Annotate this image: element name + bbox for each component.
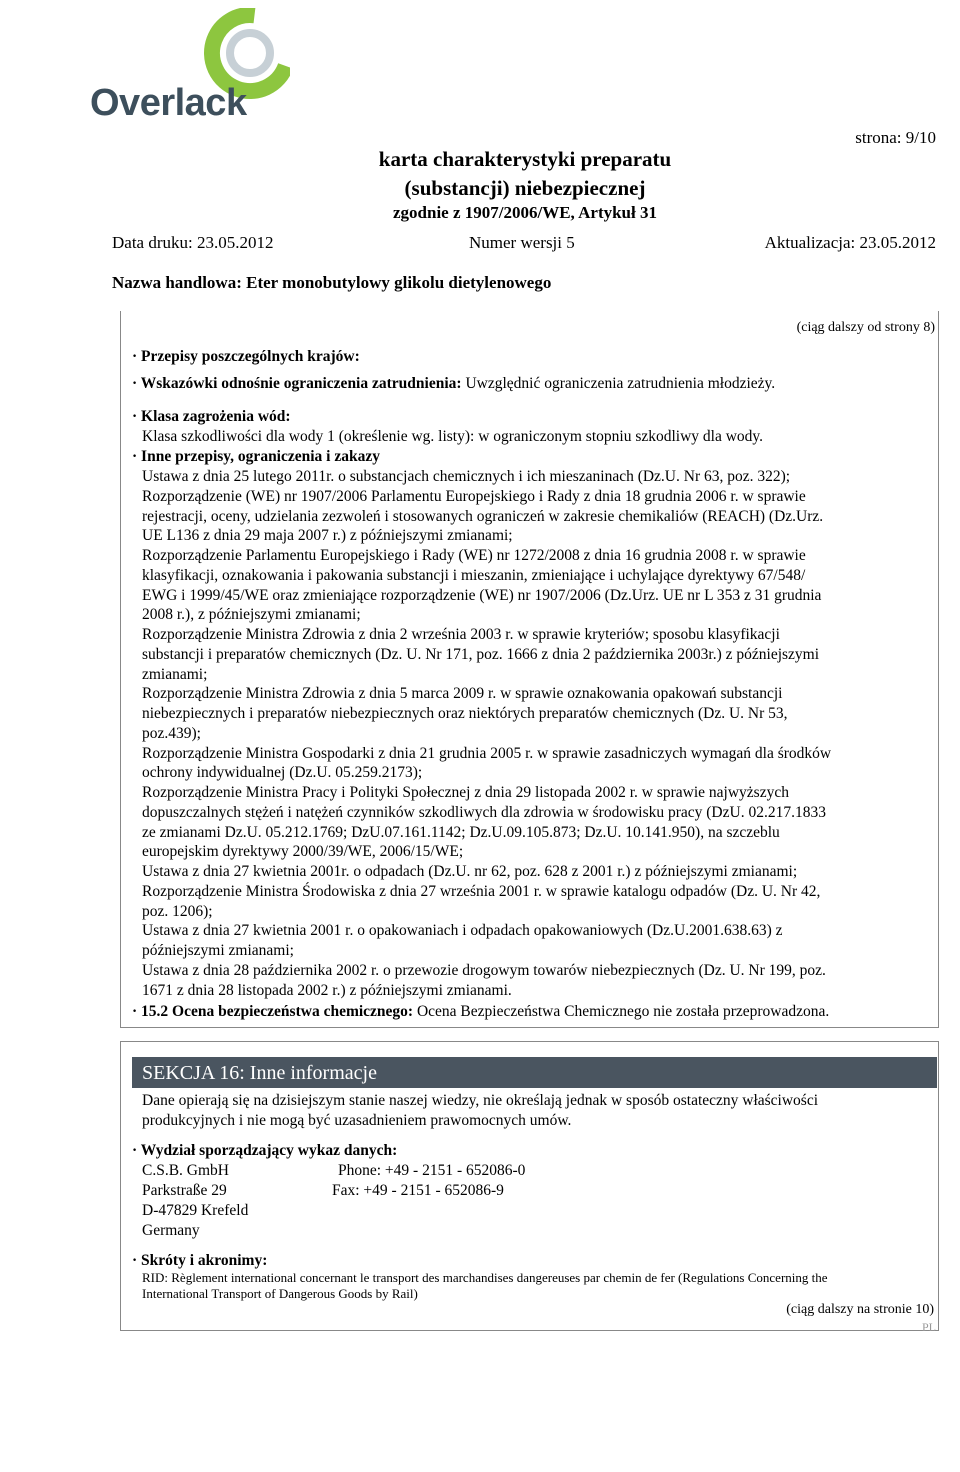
doc-title-line2: (substancji) niebezpiecznej <box>404 176 646 200</box>
regulation-line: EWG i 1999/45/WE oraz zmieniające rozporządzenie (WE) nr 1907/2006 (Dz.Urz. UE nr L 353 z 31 grudnia <box>142 586 822 604</box>
regulation-line: ochrony indywidualnej (Dz.U. 05.259.2173); <box>142 764 423 782</box>
company-fax: Fax: +49 - 2151 - 652086-9 <box>332 1182 504 1199</box>
regulation-line: 2008 r.), z późniejszymi zmianami; <box>142 606 361 624</box>
section-16-heading: SEKCJA 16: Inne informacje <box>132 1057 937 1088</box>
language-code: PL <box>921 1320 936 1334</box>
doc-title-line1: karta charakterystyki preparatu <box>378 147 672 171</box>
regulation-line: Rozporządzenie Ministra Gospodarki z dnia 21 grudnia 2005 r. w sprawie zasadniczych wymagań dla środków <box>142 744 832 762</box>
regulation-line: Rozporządzenie Parlamentu Europejskiego i Rady (WE) nr 1272/2008 z dnia 16 grudnia 2008 r. w sprawie <box>142 547 806 564</box>
regulation-line: ze zmianami Dz.U. 05.212.1769; DzU.07.161.1142; Dz.U.09.105.873; Dz.U. 10.141.950), na szczeblu <box>142 823 780 841</box>
abbreviations-label: · Skróty i akronimy: <box>132 1252 268 1269</box>
continued-from: (ciąg dalszy od strony 8) <box>796 320 935 335</box>
regulation-line: europejskim dyrektywy 2000/39/WE, 2006/15/WE; <box>142 843 464 861</box>
chemical-safety-assessment <box>132 1003 829 1021</box>
regulation-line: Rozporządzenie Ministra Środowiska z dnia 27 września 2001 r. w sprawie katalogu odpadów (Dz. U. Nr 42, <box>142 882 821 900</box>
employment-label: · Wskazówki odnośnie ograniczenia zatrudnienia: <box>132 375 462 392</box>
regulation-line: Rozporządzenie Ministra Pracy i Polityki Społecznej z dnia 29 listopada 2002 r. w sprawie najwyższych <box>142 784 789 801</box>
continued-to: (ciąg dalszy na stronie 10) <box>786 1302 934 1317</box>
regulation-line: niebezpiecznych i preparatów niebezpiecznych oraz niektórych preparatów chemicznych (Dz. U. Nr 53, <box>142 705 788 722</box>
regulation-line: zmianami; <box>142 665 208 683</box>
other-regulations-label: · Inne przepisy, ograniczenia i zakazy <box>132 448 380 465</box>
water-hazard-label: · Klasa zagrożenia wód: <box>132 408 291 425</box>
assessment-label: · 15.2 Ocena bezpieczeństwa chemicznego: <box>132 1003 414 1020</box>
version-number: Numer wersji 5 <box>469 233 575 252</box>
regulation-line: substancji i preparatów chemicznych (Dz. U. Nr 171, poz. 1666 z dnia 2 października 2003r.) z późniejszymi <box>142 645 820 663</box>
abbreviation-rid-line2: International Transport of Dangerous Goods by Rail) <box>142 1286 418 1301</box>
print-date: Data druku: 23.05.2012 <box>112 233 274 252</box>
regulation-line: Rozporządzenie Ministra Zdrowia z dnia 5 marca 2009 r. w sprawie oznakowania opakowań substancji <box>142 685 783 703</box>
section-16-intro-line1: Dane opierają się na dzisiejszym stanie naszej wiedzy, nie określają jednak w sposób ostateczny właściwości <box>142 1092 819 1109</box>
section-16-intro-line2: produkcyjnych i nie mogą być uzasadnieniem prawomocnych umów. <box>142 1112 572 1129</box>
regulation-line: poz.439); <box>142 724 201 742</box>
regulation-line: Rozporządzenie (WE) nr 1907/2006 Parlamentu Europejskiego i Rady z dnia 18 grudnia 2006 r. w sprawie <box>142 487 806 505</box>
doc-title-line3: zgodnie z 1907/2006/WE, Artykuł 31 <box>393 203 657 222</box>
logo-text: Overlack <box>90 82 247 124</box>
trade-name: Nazwa handlowa: Eter monobutylowy glikolu dietylenowego <box>112 273 552 292</box>
company-name: C.S.B. GmbH <box>142 1162 229 1179</box>
department-label: · Wydział sporządzający wykaz danych: <box>132 1142 398 1159</box>
regulation-line: Ustawa z dnia 28 października 2002 r. o przewozie drogowym towarów niebezpiecznych (Dz. U. Nr 199, poz. <box>142 961 826 979</box>
assessment-value: Ocena Bezpieczeństwa Chemicznego nie została przeprowadzona. <box>413 1003 830 1020</box>
abbreviation-rid-line1: RID: Règlement international concernant le transport des marchandises dangereuses par chemin de fer (Regulations Concerning the <box>142 1270 828 1285</box>
company-street: Parkstraße 29 <box>142 1182 227 1199</box>
company-country: Germany <box>142 1222 200 1239</box>
regulation-line: Ustawa z dnia 27 kwietnia 2001r. o odpadach (Dz.U. nr 62, poz. 628 z 2001 r.) z późniejszymi zmianami; <box>142 863 798 880</box>
regulation-line: klasyfikacji, oznakowania i pakowania substancji i mieszanin, zmieniające i uchylające dyrektywy 67/548/ <box>142 566 806 584</box>
employment-restrictions <box>132 375 775 393</box>
regulation-line: późniejszymi zmianami; <box>142 942 294 959</box>
regulation-line: Ustawa z dnia 27 kwietnia 2001 r. o opakowaniach i odpadach opakowaniowych (Dz.U.2001.638.63) z <box>142 922 783 940</box>
update-date: Aktualizacja: 23.05.2012 <box>764 233 936 252</box>
company-city: D-47829 Krefeld <box>142 1202 249 1219</box>
water-hazard-value: Klasa szkodliwości dla wody 1 (określenie wg. listy): w ograniczonym stopniu szkodliwy dla wody. <box>142 428 764 445</box>
page-number: strona: 9/10 <box>855 128 936 147</box>
regulation-line: dopuszczalnych stężeń i natężeń czynników szkodliwych dla zdrowia w środowisku pracy (DzU. 02.217.1833 <box>142 803 826 821</box>
national-regulations-heading: · Przepisy poszczególnych krajów: <box>132 348 360 365</box>
regulation-line: rejestracji, oceny, udzielania zezwoleń i stosowanych ograniczeń w zakresie chemikaliów (REACH) (Dz.Urz. <box>142 507 824 525</box>
company-phone: Phone: +49 - 2151 - 652086-0 <box>338 1162 526 1179</box>
regulation-line: UE L136 z dnia 29 maja 2007 r.) z późniejszymi zmianami; <box>142 527 513 545</box>
regulation-line: 1671 z dnia 28 listopada 2002 r.) z późniejszymi zmianami. <box>142 981 512 999</box>
regulation-line: poz. 1206); <box>142 902 213 920</box>
employment-value: Uwzględnić ograniczenia zatrudnienia młodzieży. <box>461 375 776 392</box>
regulation-line: Rozporządzenie Ministra Zdrowia z dnia 2 września 2003 r. w sprawie kryteriów; sposobu klasyfikacji <box>142 626 780 643</box>
regulation-line: Ustawa z dnia 25 lutego 2011r. o substancjach chemicznych i ich mieszaninach (Dz.U. Nr 63, poz. 322); <box>142 468 791 485</box>
